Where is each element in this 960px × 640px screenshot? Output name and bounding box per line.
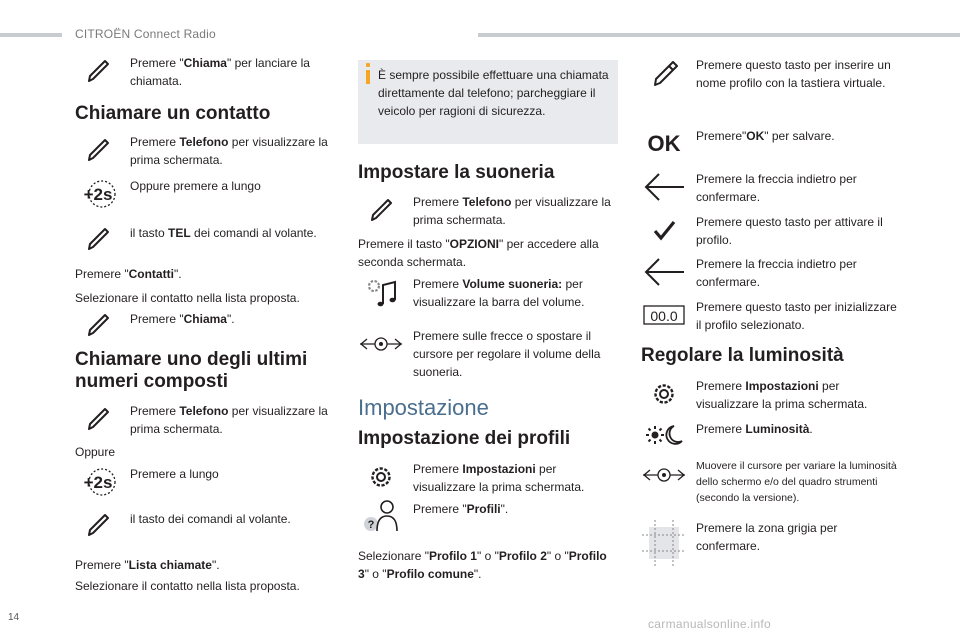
back-arrow-icon: [641, 170, 687, 204]
profiles-icon: [358, 498, 404, 532]
ok-label: OK: [647, 131, 681, 156]
gear-icon: [358, 460, 404, 494]
instruction-text: Premere la zona grigia per confermare.: [696, 521, 838, 553]
pencil-icon: [358, 193, 404, 227]
instruction-text: Premere Telefono per visualizzare la prima schermata.: [130, 135, 328, 167]
section-heading: Chiamare uno degli ultimi numeri composti: [75, 349, 308, 392]
instruction-text: Premere la freccia indietro per confermare.: [696, 172, 857, 204]
pencil-icon: [75, 222, 121, 256]
paragraph: Premere il tasto "OPZIONI" per accedere alla seconda schermata.: [358, 237, 599, 269]
long-press-label: +2s: [83, 185, 113, 204]
paragraph: Selezionare il contatto nella lista proposta.: [75, 579, 300, 593]
column-right: [641, 0, 901, 640]
checkmark-icon: [641, 213, 687, 247]
info-box: [358, 60, 618, 144]
header-rule-left: [0, 33, 62, 37]
pencil-icon: [75, 402, 121, 436]
header-title: CITROËN Connect Radio: [75, 27, 216, 41]
grey-zone-icon: [641, 519, 687, 567]
pencil-icon: [75, 308, 121, 342]
watermark: carmanualsonline.info: [648, 617, 772, 631]
instruction-text: Premere sulle frecce o spostare il cursore per regolare il volume della suoneria.: [413, 329, 601, 379]
paragraph: Premere "Lista chiamate".: [75, 558, 220, 572]
instruction-text: Premere la freccia indietro per confermare.: [696, 257, 857, 289]
instruction-text: Premere "Chiama" per lanciare la chiamata.: [130, 56, 310, 88]
instruction-text: il tasto dei comandi al volante.: [130, 512, 291, 526]
paragraph: Premere "Contatti".: [75, 267, 182, 281]
instruction-text: Oppure premere a lungo: [130, 179, 261, 193]
long-press-label: +2s: [83, 473, 113, 492]
section-heading: Impostare la suoneria: [358, 162, 555, 183]
column-middle: [358, 0, 618, 640]
instruction-text: Premere Telefono per visualizzare la prima schermata.: [413, 195, 611, 227]
section-heading: Impostazione dei profili: [358, 428, 571, 449]
paragraph: Oppure: [75, 445, 116, 459]
ok-icon: [641, 125, 687, 159]
pencil-icon: [75, 54, 121, 88]
slider-arrows-icon: [358, 327, 404, 361]
instruction-text: Premere questo tasto per attivare il profilo.: [696, 215, 883, 247]
instruction-text: Premere questo tasto per inserire un nome profilo con la tastiera virtuale.: [696, 58, 891, 90]
long-press-icon: [75, 465, 121, 499]
info-text: È sempre possibile effettuare una chiamata direttamente dal telefono; parcheggiare il veicolo per ragioni di sicurezza.: [378, 68, 609, 118]
instruction-text: il tasto TEL dei comandi al volante.: [130, 226, 317, 240]
svg-text:?: ?: [367, 519, 375, 531]
page-number: 14: [8, 612, 20, 623]
info-icon: [366, 70, 370, 84]
instruction-text: Premere"OK" per salvare.: [696, 129, 835, 143]
instruction-text: Premere Volume suoneria: per visualizzare la barra del volume.: [413, 277, 585, 309]
instruction-text: Premere "Profili".: [413, 502, 509, 516]
column-left: [75, 0, 335, 640]
instruction-text: Premere questo tasto per inizializzare il profilo selezionato.: [696, 300, 897, 332]
instruction-text: Premere Impostazioni per visualizzare la prima schermata.: [696, 379, 868, 411]
instruction-text: Premere Impostazioni per visualizzare la prima schermata.: [413, 462, 585, 494]
reset-label: 00.0: [650, 308, 678, 324]
section-heading: Chiamare un contatto: [75, 103, 271, 124]
reset-button-icon: [641, 298, 687, 332]
paragraph: Selezionare "Profilo 1" o "Profilo 2" o "Profilo 3" o "Profilo comune".: [358, 549, 607, 581]
pencil-icon: [75, 133, 121, 167]
chapter-heading: Impostazione: [358, 395, 489, 420]
back-arrow-icon: [641, 255, 687, 289]
instruction-text: Premere a lungo: [130, 467, 219, 481]
paragraph: Selezionare il contatto nella lista proposta.: [75, 291, 300, 305]
instruction-text: Premere "Chiama".: [130, 312, 235, 326]
section-heading: Regolare la luminosità: [641, 345, 844, 366]
instruction-text: Premere Luminosità.: [696, 422, 813, 436]
info-icon-dot: [366, 63, 370, 67]
gear-icon: [641, 377, 687, 411]
instruction-text: Premere Telefono per visualizzare la prima schermata.: [130, 404, 328, 436]
pencil-icon: [641, 56, 687, 90]
ringtone-settings-icon: [358, 275, 404, 309]
slider-arrows-icon: [641, 458, 687, 492]
pencil-icon: [75, 508, 121, 542]
long-press-icon: [75, 177, 121, 211]
instruction-text: Muovere il cursore per variare la luminosità dello schermo e/o del quadro strumenti (secondo la versione).: [696, 460, 897, 504]
brightness-icon: [641, 418, 687, 452]
